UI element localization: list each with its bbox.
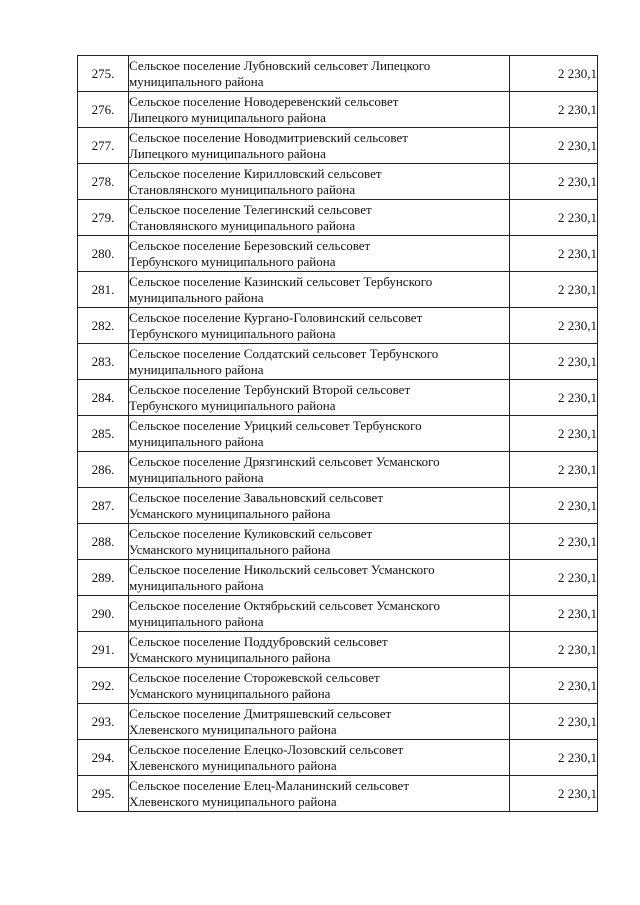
settlement-name <box>129 776 510 812</box>
amount-value: 2 230,1 <box>510 632 598 668</box>
row-number: 287. <box>78 488 129 524</box>
row-number: 278. <box>78 164 129 200</box>
amount-value: 2 230,1 <box>510 452 598 488</box>
row-number: 284. <box>78 380 129 416</box>
table-row <box>78 56 598 92</box>
settlement-name <box>129 200 510 236</box>
table-row <box>78 164 598 200</box>
settlement-name <box>129 272 510 308</box>
amount-value: 2 230,1 <box>510 344 598 380</box>
table-row <box>78 200 598 236</box>
settlement-name-line1: Сельское поселение Казинский сельсовет Тербунского <box>129 273 433 289</box>
settlement-name-line2: Липецкого муниципального района <box>129 145 326 161</box>
settlement-name <box>129 92 510 128</box>
settlement-name <box>129 452 510 488</box>
settlement-name-line2: Тербунского муниципального района <box>129 253 336 269</box>
table-row <box>78 344 598 380</box>
table-row <box>78 272 598 308</box>
settlement-name-line2: муниципального района <box>129 577 264 593</box>
amount-value: 2 230,1 <box>510 776 598 812</box>
settlement-name-line1: Сельское поселение Дмитряшевский сельсовет <box>129 705 392 721</box>
settlement-name-line1: Сельское поселение Никольский сельсовет Усманского <box>129 561 435 577</box>
settlement-name-line1: Сельское поселение Солдатский сельсовет Тербунского <box>129 345 439 361</box>
table-row <box>78 740 598 776</box>
row-number: 285. <box>78 416 129 452</box>
settlement-name <box>129 488 510 524</box>
table-row <box>78 308 598 344</box>
table-row <box>78 416 598 452</box>
settlement-name-line2: муниципального района <box>129 73 264 89</box>
settlement-name-line2: Хлевенского муниципального района <box>129 721 337 737</box>
row-number: 295. <box>78 776 129 812</box>
settlement-name-line1: Сельское поселение Поддубровский сельсовет <box>129 633 388 649</box>
settlement-name-line2: муниципального района <box>129 361 264 377</box>
settlement-name-line1: Сельское поселение Кирилловский сельсовет <box>129 165 382 181</box>
table-row <box>78 704 598 740</box>
row-number: 290. <box>78 596 129 632</box>
settlement-name-line1: Сельское поселение Урицкий сельсовет Тербунского <box>129 417 422 433</box>
amount-value: 2 230,1 <box>510 308 598 344</box>
settlement-name <box>129 308 510 344</box>
row-number: 275. <box>78 56 129 92</box>
table-row <box>78 596 598 632</box>
amount-value: 2 230,1 <box>510 416 598 452</box>
row-number: 286. <box>78 452 129 488</box>
row-number: 280. <box>78 236 129 272</box>
amount-value: 2 230,1 <box>510 488 598 524</box>
amount-value: 2 230,1 <box>510 596 598 632</box>
table-row <box>78 560 598 596</box>
settlement-name <box>129 128 510 164</box>
settlement-name-line2: Становлянского муниципального района <box>129 217 356 233</box>
amount-value: 2 230,1 <box>510 740 598 776</box>
settlement-name-line2: муниципального района <box>129 289 264 305</box>
settlement-name-line1: Сельское поселение Новодмитриевский сельсовет <box>129 129 408 145</box>
amount-value: 2 230,1 <box>510 164 598 200</box>
settlement-name-line1: Сельское поселение Елецко-Лозовский сельсовет <box>129 741 404 757</box>
settlement-name-line1: Сельское поселение Сторожевской сельсовет <box>129 669 380 685</box>
settlement-name <box>129 56 510 92</box>
settlement-name-line2: Усманского муниципального района <box>129 505 331 521</box>
settlement-name <box>129 704 510 740</box>
table-row <box>78 128 598 164</box>
row-number: 294. <box>78 740 129 776</box>
table-body <box>78 56 598 812</box>
settlement-name-line1: Сельское поселение Елец-Маланинский сельсовет <box>129 777 409 793</box>
settlement-name-line1: Сельское поселение Завальновский сельсовет <box>129 489 384 505</box>
settlement-name <box>129 596 510 632</box>
row-number: 292. <box>78 668 129 704</box>
amount-value: 2 230,1 <box>510 200 598 236</box>
amount-value: 2 230,1 <box>510 128 598 164</box>
table-row <box>78 524 598 560</box>
amount-value: 2 230,1 <box>510 92 598 128</box>
amount-value: 2 230,1 <box>510 560 598 596</box>
settlement-name-line2: муниципального района <box>129 433 264 449</box>
settlement-name-line1: Сельское поселение Тербунский Второй сельсовет <box>129 381 411 397</box>
table-row <box>78 380 598 416</box>
table-row <box>78 92 598 128</box>
row-number: 276. <box>78 92 129 128</box>
settlement-name-line2: Усманского муниципального района <box>129 541 331 557</box>
settlement-name-line2: муниципального района <box>129 613 264 629</box>
settlement-name <box>129 740 510 776</box>
settlement-name <box>129 632 510 668</box>
settlement-name-line1: Сельское поселение Лубновский сельсовет Липецкого <box>129 57 431 73</box>
row-number: 282. <box>78 308 129 344</box>
amount-value: 2 230,1 <box>510 668 598 704</box>
settlement-name <box>129 236 510 272</box>
settlement-name-line2: Липецкого муниципального района <box>129 109 326 125</box>
table-row <box>78 452 598 488</box>
settlement-name-line2: Хлевенского муниципального района <box>129 757 337 773</box>
table-row <box>78 488 598 524</box>
row-number: 283. <box>78 344 129 380</box>
settlement-name-line1: Сельское поселение Октябрьский сельсовет Усманского <box>129 597 440 613</box>
settlement-name <box>129 344 510 380</box>
row-number: 293. <box>78 704 129 740</box>
row-number: 277. <box>78 128 129 164</box>
table-row <box>78 776 598 812</box>
settlement-name-line2: муниципального района <box>129 469 264 485</box>
row-number: 291. <box>78 632 129 668</box>
settlement-name-line2: Усманского муниципального района <box>129 649 331 665</box>
amount-value: 2 230,1 <box>510 56 598 92</box>
settlement-name <box>129 380 510 416</box>
row-number: 289. <box>78 560 129 596</box>
settlements-table <box>77 55 598 812</box>
settlement-name <box>129 524 510 560</box>
settlement-name-line1: Сельское поселение Телегинский сельсовет <box>129 201 372 217</box>
settlement-name-line1: Сельское поселение Кургано-Головинский сельсовет <box>129 309 423 325</box>
settlement-name <box>129 416 510 452</box>
amount-value: 2 230,1 <box>510 236 598 272</box>
settlement-name-line1: Сельское поселение Куликовский сельсовет <box>129 525 373 541</box>
amount-value: 2 230,1 <box>510 272 598 308</box>
settlement-name-line1: Сельское поселение Новодеревенский сельсовет <box>129 93 399 109</box>
table-row <box>78 668 598 704</box>
table-row <box>78 236 598 272</box>
table-row <box>78 632 598 668</box>
settlement-name <box>129 560 510 596</box>
settlement-name <box>129 164 510 200</box>
amount-value: 2 230,1 <box>510 704 598 740</box>
settlement-name-line2: Становлянского муниципального района <box>129 181 356 197</box>
settlement-name-line1: Сельское поселение Березовский сельсовет <box>129 237 371 253</box>
row-number: 279. <box>78 200 129 236</box>
settlement-name-line2: Усманского муниципального района <box>129 685 331 701</box>
settlement-name-line2: Тербунского муниципального района <box>129 397 336 413</box>
amount-value: 2 230,1 <box>510 380 598 416</box>
settlement-name-line2: Тербунского муниципального района <box>129 325 336 341</box>
settlement-name-line2: Хлевенского муниципального района <box>129 793 337 809</box>
row-number: 288. <box>78 524 129 560</box>
settlement-name-line1: Сельское поселение Дрязгинский сельсовет Усманского <box>129 453 440 469</box>
row-number: 281. <box>78 272 129 308</box>
amount-value: 2 230,1 <box>510 524 598 560</box>
settlement-name <box>129 668 510 704</box>
